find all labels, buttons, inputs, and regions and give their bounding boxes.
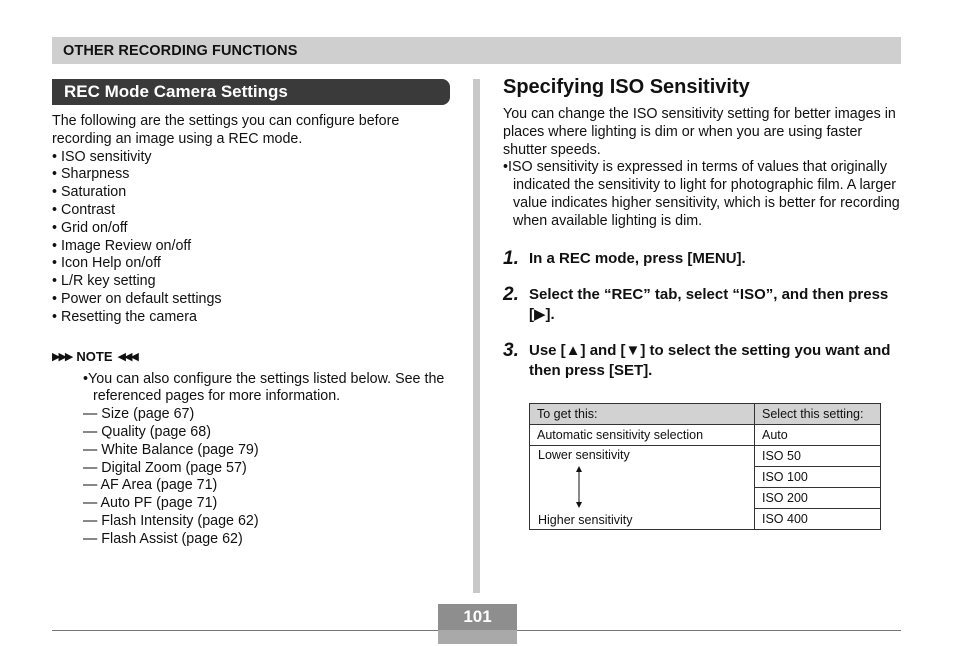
list-item: • Contrast xyxy=(52,202,452,220)
note-right-arrows-icon: ◀◀◀ xyxy=(117,350,137,363)
note-heading xyxy=(52,349,452,364)
step-text: Use [▲] and [▼] to select the setting you want and then press [SET]. xyxy=(529,341,891,379)
table-header-cell: To get this: xyxy=(530,404,755,425)
range-low-label: Lower sensitivity xyxy=(538,448,630,462)
list-item: • Grid on/off xyxy=(52,220,452,238)
list-item: • Power on default settings xyxy=(52,291,452,309)
step-2 xyxy=(503,285,903,325)
list-item: — White Balance (page 79) xyxy=(83,442,452,460)
list-item: — Quality (page 68) xyxy=(83,424,452,442)
section-header-title: OTHER RECORDING FUNCTIONS xyxy=(63,43,298,59)
section-header-bar xyxy=(52,37,901,64)
step-text: Select the “REC” tab, select “ISO”, and then press [▶]. xyxy=(529,285,889,323)
note-label: NOTE xyxy=(76,348,113,364)
list-item: • Sharpness xyxy=(52,166,452,184)
list-item: • Image Review on/off xyxy=(52,238,452,256)
table-header-row xyxy=(530,404,881,425)
list-item: • ISO sensitivity xyxy=(52,149,452,167)
iso-bullet: • ISO sensitivity is expressed in terms of values that originally indicated the sensitivity to light for photographic film. A larger value indicates higher sensitivity, which is better for recording when available lighting is dim. xyxy=(503,159,903,230)
sensitivity-range-cell xyxy=(530,446,755,530)
table-cell: ISO 50 xyxy=(755,446,881,467)
iso-settings-table xyxy=(529,403,881,530)
table-cell: ISO 400 xyxy=(755,509,881,530)
settings-list xyxy=(52,149,452,327)
list-item: • Resetting the camera xyxy=(52,309,452,327)
step-text: In a REC mode, press [MENU]. xyxy=(529,249,746,267)
table-row xyxy=(530,446,881,467)
list-item: — Size (page 67) xyxy=(83,406,452,424)
list-item: • Saturation xyxy=(52,184,452,202)
list-item: — Auto PF (page 71) xyxy=(83,495,452,513)
procedure-steps xyxy=(503,249,903,381)
table-row xyxy=(530,425,881,446)
page-number-box xyxy=(438,604,517,644)
page-title: Specifying ISO Sensitivity xyxy=(503,76,750,98)
note-body xyxy=(83,371,452,549)
column-divider xyxy=(473,79,480,593)
step-number: 2. xyxy=(503,283,519,305)
table-cell: ISO 200 xyxy=(755,488,881,509)
step-1 xyxy=(503,249,903,269)
list-item: • L/R key setting xyxy=(52,273,452,291)
step-number: 1. xyxy=(503,247,519,269)
page-number: 101 xyxy=(438,604,517,630)
list-item: • Icon Help on/off xyxy=(52,255,452,273)
step-number: 3. xyxy=(503,339,519,361)
step-3 xyxy=(503,341,903,381)
iso-description: You can change the ISO sensitivity setting for better images in places where lighting is dim or when you are using faster shutter speeds. xyxy=(503,106,896,158)
note-reference-list xyxy=(83,406,452,548)
right-column xyxy=(503,76,903,397)
section-title: REC Mode Camera Settings xyxy=(64,82,288,101)
note-bullet: • You can also configure the settings listed below. See the referenced pages for more information. xyxy=(83,371,452,407)
list-item: — AF Area (page 71) xyxy=(83,477,452,495)
section-title-pill xyxy=(52,79,450,105)
note-left-arrows-icon: ▶▶▶ xyxy=(52,350,72,363)
range-high-label: Higher sensitivity xyxy=(538,513,633,527)
double-arrow-icon xyxy=(574,466,584,508)
table-cell: Automatic sensitivity selection xyxy=(530,425,755,446)
table-cell: Auto xyxy=(755,425,881,446)
table-cell: ISO 100 xyxy=(755,467,881,488)
table-header-cell: Select this setting: xyxy=(755,404,881,425)
list-item: — Flash Intensity (page 62) xyxy=(83,513,452,531)
list-item: — Digital Zoom (page 57) xyxy=(83,460,452,478)
intro-paragraph: The following are the settings you can configure before recording an image using a REC mode. xyxy=(52,113,400,147)
left-column xyxy=(52,79,452,549)
list-item: — Flash Assist (page 62) xyxy=(83,531,452,549)
